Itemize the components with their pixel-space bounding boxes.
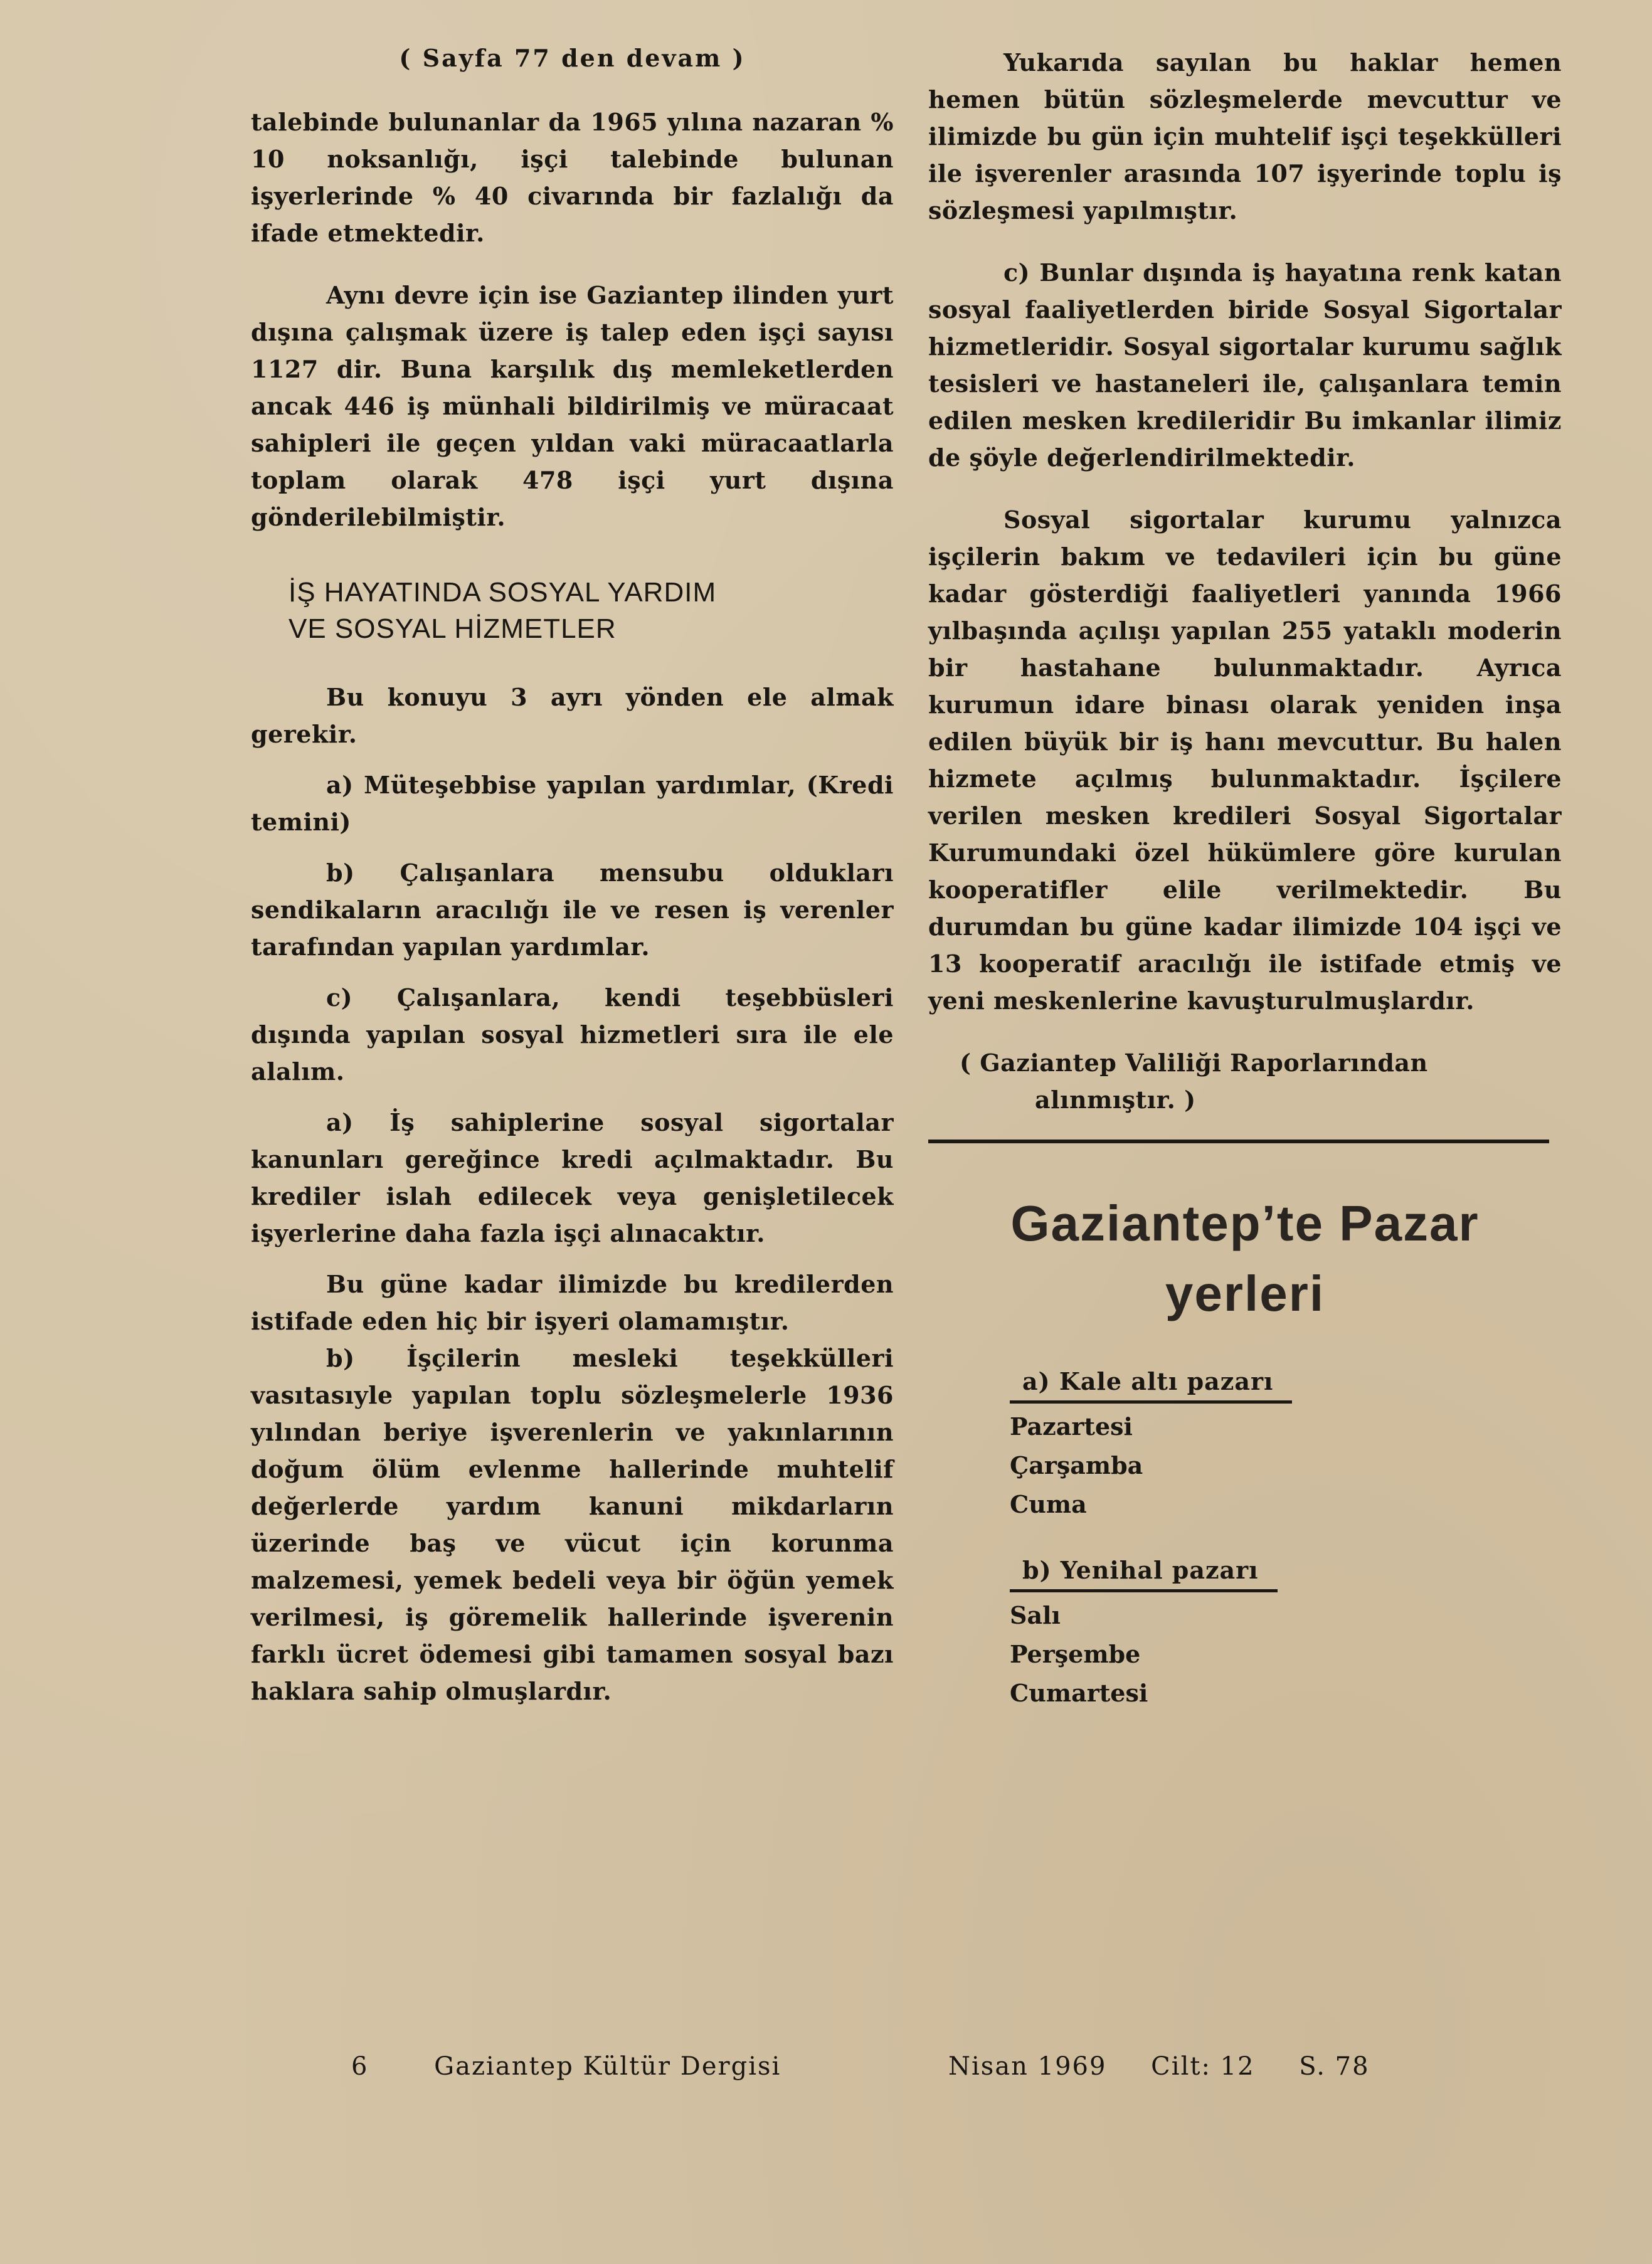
paragraph: talebinde bulunanlar da 1965 yılına nazaran % 10 noksanlığı, işçi talebinde bulunan işyerlerinde % 40 civarında bir fazlalığı da ifade etmektedir. [251,108,894,247]
section-heading-line: VE SOSYAL HİZMETLER [289,613,617,644]
paragraph: a) İş sahiplerine sosyal sigortalar kanunları gereğince kredi açılmaktadır. Bu krediler islah edilecek veya genişletilecek işyerlerine daha fazla işçi alınacaktır. [251,1108,894,1247]
market-day: Salı [1010,1601,1061,1629]
continued-note: ( Sayfa 77 den devam ) [399,44,746,72]
divider [928,1140,1549,1143]
source-note-line: ( Gaziantep Valiliği Raporlarından [960,1049,1428,1077]
paragraph: Aynı devre için ise Gaziantep ilinden yurt dışına çalışmak üzere iş talep eden işçi sayısı 1127 dir. Buna karşılık dış memleketlerden ancak 446 iş münhali bildirilmiş ve müracaat sahipleri ile geçen yıldan vaki müracaatlarla toplam olarak 478 işçi yurt dışına gönderilebilmiştir. [251,281,894,531]
article-title-line: Gaziantep’te Pazar [1010,1195,1480,1251]
left-column [251,44,894,1710]
paragraph: b) Çalışanlara mensubu oldukları sendikaların aracılığı ile ve resen iş verenler tarafından yapılan yardımlar. [251,859,894,961]
paragraph: a) Müteşebbise yapılan yardımlar, (Kredi temini) [251,771,894,836]
magazine-name: Gaziantep Kültür Dergisi [434,2052,781,2081]
footer-right [948,2052,1405,2081]
issue-number: S. 78 [1299,2052,1370,2081]
section-heading-line: İŞ HAYATINDA SOSYAL YARDIM [289,577,717,608]
market-days [1010,1407,1323,1524]
paragraph: Bu konuyu 3 ayrı yönden ele almak gerekir. [251,683,894,748]
footer-left [351,2052,781,2081]
source-note-line: alınmıştır. ) [1035,1086,1196,1114]
article-title-line: yerleri [1165,1266,1325,1321]
market-day: Pazartesi [1010,1412,1133,1441]
paragraph: Bu güne kadar ilimizde bu kredilerden istifade eden hiç bir işyeri olamamıştır. [251,1270,894,1335]
section-heading [289,574,894,647]
market-days [1010,1596,1323,1713]
article-title [928,1188,1562,1329]
market-day: Cuma [1010,1490,1087,1518]
market-day: Çarşamba [1010,1451,1143,1479]
market-day: Cumartesi [1010,1679,1148,1707]
source-note [928,1044,1562,1118]
issue-date: Nisan 1969 [948,2052,1107,2081]
paragraph: Sosyal sigortalar kurumu yalnızca işçilerin bakım ve tedavileri için bu güne kadar gösterdiği faaliyetleri yanında 1966 yılbaşında açılışı yapılan 255 yataklı moderin bir hastahane bulunmaktadır. Ayrıca kurumun idare binası olarak yeniden inşa edilen büyük bir iş hanı mevcuttur. Bu halen hizmete açılmış bulunmaktadır. İşçilere verilen mesken kredileri Sosyal Sigortalar Kurumundaki özel hükümlere göre kurulan kooperatifler elile verilmektedir. Bu durumdan bu güne kadar ilimizde 104 işçi ve 13 kooperatif aracılığı ile istifade etmiş ve yeni meskenlerine kavuşturulmuşlardır. [928,505,1562,1015]
market-day: Perşembe [1010,1640,1141,1668]
paragraph: b) İşçilerin mesleki teşekkülleri vasıtasıyle yapılan toplu sözleşmelerle 1936 yılından beriye işverenlerin ve yakınlarının doğum ölüm evlenme hallerinde muhtelif değerlerde yardım kanuni mikdarların üzerinde baş ve vücut için korunma malzemesi, yemek bedeli veya bir öğün yemek verilmesi, iş göremelik hallerinde işverenin farklı ücret ödemesi gibi tamamen sosyal bazı haklara sahip olmuşlardır. [251,1344,894,1705]
paragraph: c) Çalışanlara, kendi teşebbüsleri dışında yapılan sosyal hizmetleri sıra ile ele alalım. [251,983,894,1086]
volume-number: Cilt: 12 [1151,2052,1255,2081]
market-list [1010,1354,1323,1713]
right-column [928,44,1562,1732]
paragraph: Yukarıda sayılan bu haklar hemen hemen bütün sözleşmelerde mevcuttur ve ilimizde bu gün için muhtelif işçi teşekkülleri ile işverenler arasında 107 işyerinde toplu iş sözleşmesi yapılmıştır. [928,48,1562,225]
market-heading: a) Kale altı pazarı [1010,1363,1292,1404]
market-heading: b) Yenihal pazarı [1010,1552,1278,1592]
page-number: 6 [351,2052,369,2081]
paragraph: c) Bunlar dışında iş hayatına renk katan sosyal faaliyetlerden biride Sosyal Sigortalar hizmetleridir. Sosyal sigortalar kurumu sağlık tesisleri ve hastaneleri ile, çalışanlara temin edilen mesken kredileridir Bu imkanlar ilimiz de şöyle değerlendirilmektedir. [928,258,1562,472]
